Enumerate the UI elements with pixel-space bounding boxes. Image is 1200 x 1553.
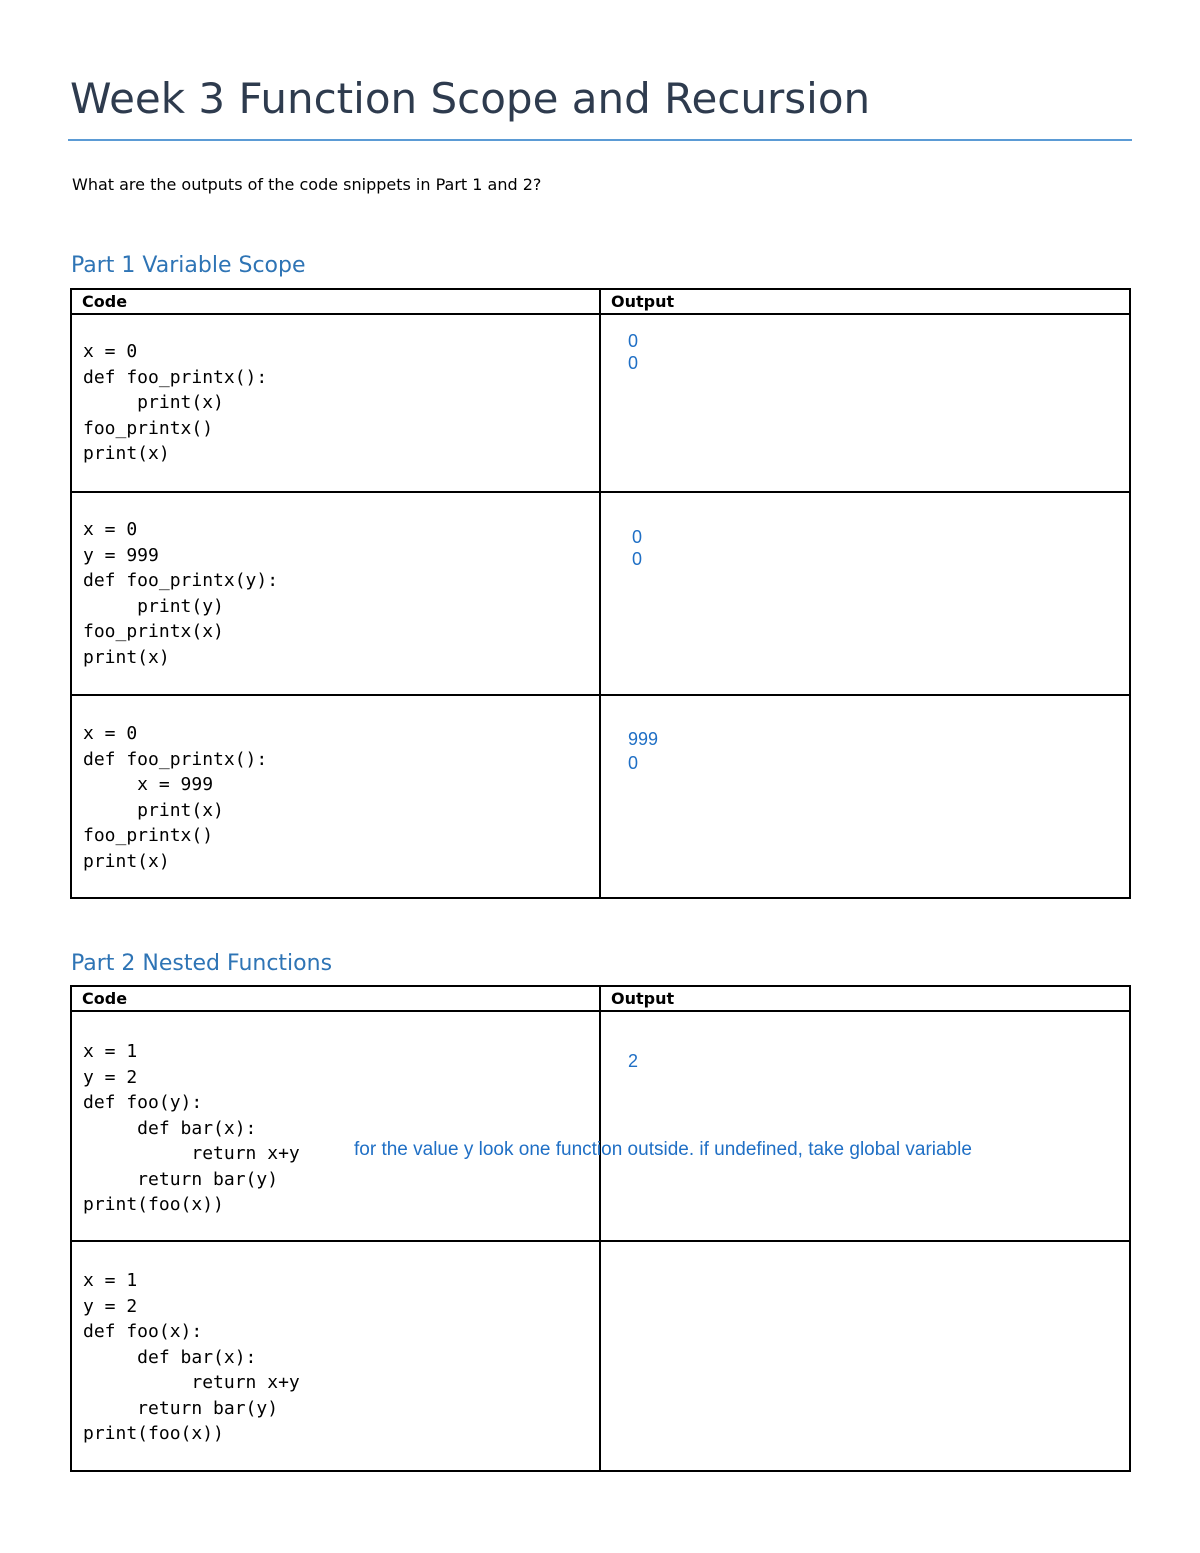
table-row — [71, 1011, 1130, 1241]
title-divider — [68, 139, 1132, 141]
code-cell — [71, 492, 600, 695]
table-row — [71, 492, 1130, 695]
output-line: 0 — [628, 353, 639, 373]
question-text: What are the outputs of the code snippets in Part 1 and 2? — [72, 175, 542, 194]
output-cell — [600, 1011, 1130, 1241]
code-cell — [71, 1011, 600, 1241]
part1-table — [70, 288, 1131, 899]
annotation-note: for the value y look one function outside. if undefined, take global variable — [354, 1139, 972, 1160]
table-header-row — [71, 289, 1130, 314]
column-header-output: Output — [600, 986, 1130, 1011]
page-title: Week 3 Function Scope and Recursion — [70, 74, 871, 123]
output-cell — [600, 695, 1130, 898]
column-header-code: Code — [71, 986, 600, 1011]
table-row — [71, 314, 1130, 492]
table-row — [71, 1241, 1130, 1471]
code-cell — [71, 314, 600, 492]
output-cell — [600, 492, 1130, 695]
part2-heading: Part 2 Nested Functions — [71, 951, 333, 976]
output-cell — [600, 314, 1130, 492]
code-snippet: x = 0 def foo_printx(): print(x) foo_printx() print(x) — [83, 341, 268, 464]
table-row — [71, 695, 1130, 898]
output-cell — [600, 1241, 1130, 1471]
output-line: 0 — [632, 549, 643, 569]
column-header-code: Code — [71, 289, 600, 314]
output-line: 0 — [628, 753, 639, 773]
output-line: 2 — [628, 1051, 639, 1071]
code-snippet: x = 1 y = 2 def foo(x): def bar(x): return x+y return bar(y) print(foo(x)) — [83, 1270, 300, 1444]
code-cell — [71, 1241, 600, 1471]
code-snippet: x = 0 y = 999 def foo_printx(y): print(y) foo_printx(x) print(x) — [83, 519, 279, 668]
code-snippet: x = 0 def foo_printx(): x = 999 print(x) foo_printx() print(x) — [83, 723, 268, 872]
output-line: 0 — [632, 527, 643, 547]
part2-table — [70, 985, 1131, 1472]
code-snippet: x = 1 y = 2 def foo(y): def bar(x): return x+y return bar(y) print(foo(x)) — [83, 1041, 300, 1215]
output-line: 0 — [628, 331, 639, 351]
output-line: 999 — [628, 729, 659, 749]
table-header-row — [71, 986, 1130, 1011]
part1-heading: Part 1 Variable Scope — [71, 253, 306, 278]
column-header-output: Output — [600, 289, 1130, 314]
code-cell — [71, 695, 600, 898]
